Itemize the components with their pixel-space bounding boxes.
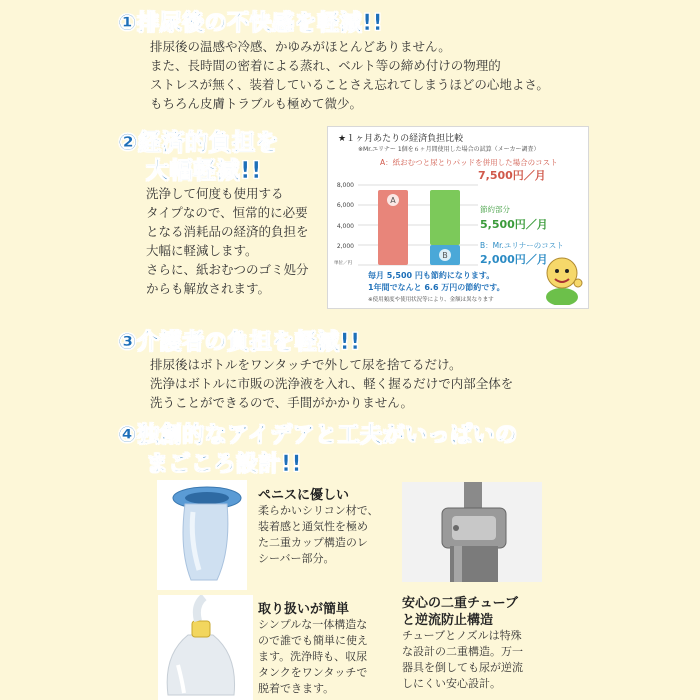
section1-line: 排尿後の温感や冷感、かゆみがほとんどありません。 — [150, 39, 451, 54]
feature1-title: ペニスに優しい — [258, 488, 350, 503]
section3-line: 洗浄はボトルに市販の洗浄液を入れ、軽く握るだけで内部全体を — [150, 376, 514, 391]
chart-title: ★１ヶ月あたりの経済負担比較 — [338, 134, 464, 144]
feature3-title: 安心の二重チューブ — [402, 596, 518, 611]
section2-body — [146, 184, 309, 298]
chart-note: ※Mr.ユリナー 1個を６ヶ月間使用した場合の試算（メーカー調査） — [358, 146, 540, 153]
section1-line: また、長時間の密着による蒸れ、ベルト等の締め付けの物理的 — [150, 58, 501, 73]
chart-legend-a: A：紙おむつと尿とりパッドを併用した場合のコスト — [380, 158, 558, 167]
feature1-line: シーバー部分。 — [258, 552, 335, 565]
chart-footer-note: ※使用頻度や使用状況等により、金額は異なります — [368, 297, 494, 303]
feature3-line: しにくい安心設計。 — [402, 677, 501, 690]
section4-heading-line1: ④独創的なアイデアと工夫がいっぱいの — [118, 423, 518, 448]
feature3-line: 器具を倒しても尿が逆流 — [402, 661, 523, 674]
chart-footer-yearly: 1年間でなんと 6.6 万円の節約です。 — [368, 283, 505, 292]
section1-heading: ①排尿後の不快感を軽減!! — [118, 11, 384, 36]
chart-legend-a-value: 7,500円／月 — [478, 169, 546, 182]
feature2-title: 取り扱いが簡単 — [258, 602, 350, 617]
section2-line: となる消耗品の経済的負担を — [146, 224, 309, 239]
y-tick-label: 2,000 — [336, 243, 354, 250]
feature3-line: チューブとノズルは特殊 — [402, 629, 522, 642]
bar-a-label: A — [390, 196, 396, 205]
chart-unit: 単位／円 — [334, 261, 352, 266]
section2-line: タイプなので、恒常的に必要 — [146, 205, 308, 220]
feature3-line: な設計の二重構造。万一 — [402, 645, 523, 658]
tube-structure-photo — [402, 482, 542, 582]
section2-line: 洗浄して何度も使用する — [146, 186, 284, 201]
mascot-illustration — [540, 255, 584, 305]
section3-line: 洗うことができるので、手間がかかりません。 — [150, 395, 414, 410]
section3-line: 排尿後はボトルをワンタッチで外して尿を捨てるだけ。 — [150, 357, 462, 372]
section1-line: もちろん皮膚トラブルも極めて微少。 — [150, 96, 363, 111]
feature2-line: タンクをワンタッチで — [258, 666, 368, 679]
section2-line: からも解放されます。 — [146, 281, 271, 296]
bar-saving — [430, 190, 460, 245]
saving-value: 5,500円／月 — [480, 218, 548, 231]
feature1-body — [258, 503, 379, 567]
feature3-body — [402, 628, 523, 692]
feature3-title-line2: と逆流防止構造 — [402, 613, 494, 628]
section2-line: 大幅に軽減します。 — [146, 243, 258, 258]
saving-label: 節約部分 — [480, 205, 510, 214]
receiver-photo — [157, 480, 247, 590]
feature2-body — [258, 617, 368, 697]
feature1-line: 柔らかいシリコン材で、 — [258, 504, 379, 517]
section3-body — [150, 355, 513, 412]
y-tick-label: 6,000 — [336, 202, 354, 209]
section3-heading: ③介護者の負担を軽減!! — [118, 330, 361, 355]
y-tick-label: 4,000 — [336, 223, 354, 230]
bottle-photo — [158, 595, 253, 700]
feature2-line: ので誰でも簡単に使え — [258, 634, 368, 647]
chart-legend-b-value: 2,000円／月 — [480, 253, 548, 266]
y-tick-label: 8,000 — [336, 182, 354, 189]
section4-heading-line2: まごころ設計!! — [146, 452, 303, 477]
section1-line: ストレスが無く、装着していることさえ忘れてしまうほどの心地よさ。 — [150, 77, 549, 92]
chart-footer-monthly: 毎月 5,500 円も節約になります。 — [368, 271, 495, 280]
section2-heading-line1: ②経済的負担を — [118, 130, 279, 156]
section2-heading-line2: 大幅軽減!! — [146, 158, 262, 184]
cost-comparison-chart — [327, 126, 589, 309]
section2-line: さらに、紙おむつのゴミ処分 — [146, 262, 309, 277]
bar-b-label: B — [442, 251, 448, 260]
feature1-line: 装着感と通気性を極め — [258, 520, 368, 533]
feature2-line: 脱着できます。 — [258, 682, 335, 695]
feature1-line: た二重カップ構造のレ — [258, 536, 368, 549]
section1-body — [150, 37, 549, 113]
chart-legend-b: B：Mr.ユリナーのコスト — [480, 241, 564, 250]
feature2-line: シンプルな一体構造な — [258, 618, 368, 631]
feature2-line: ます。洗浄時も、収尿 — [258, 650, 368, 663]
